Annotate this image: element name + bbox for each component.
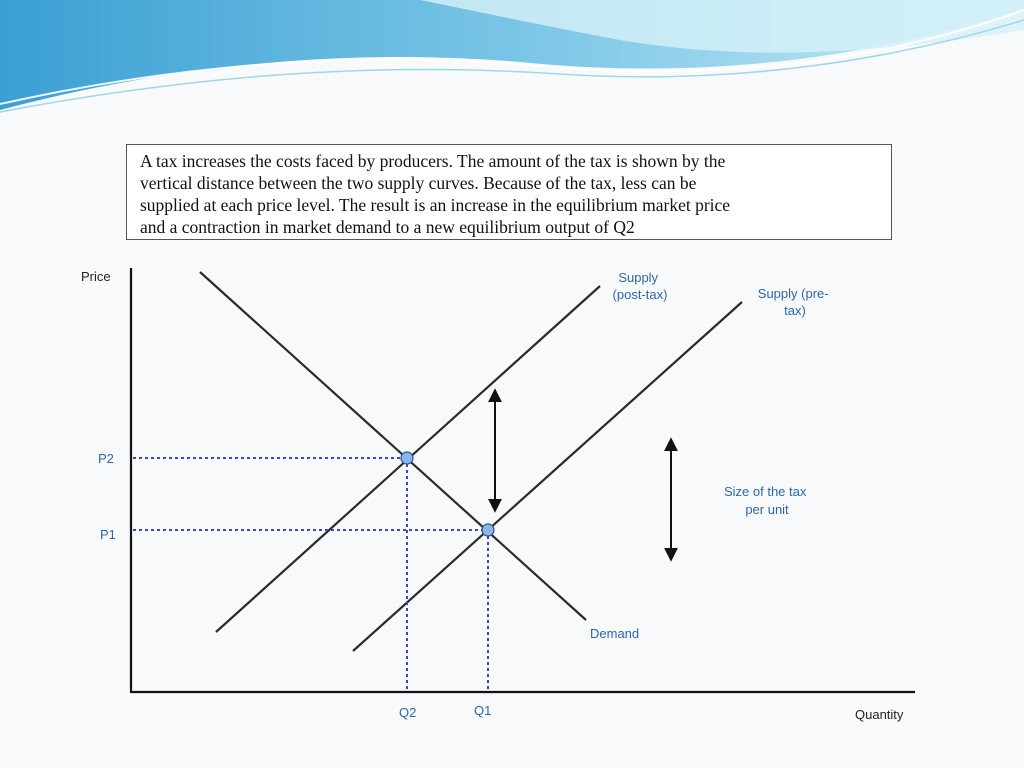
caption-line: vertical distance between the two supply curves. Because of the tax, less can be	[140, 173, 697, 193]
y-axis-label: Price	[81, 269, 111, 284]
supply-pre-tax-curve	[353, 302, 742, 651]
supply-pre-tax-label-line: Supply (pre-	[757, 286, 829, 301]
caption-line: supplied at each price level. The result is an increase in the equilibrium market price	[140, 195, 731, 215]
tax-size-label-line: per unit	[745, 502, 789, 517]
supply-post-tax-label	[613, 270, 668, 302]
supply-post-tax-label-line: Supply	[618, 270, 659, 285]
demand-label: Demand	[590, 626, 640, 641]
equilibrium-point-pre-tax	[482, 524, 494, 536]
quantity-label-q1: Q1	[474, 703, 492, 718]
caption-line: A tax increases the costs faced by producers. The amount of the tax is shown by the	[140, 151, 726, 171]
tax-size-label	[724, 484, 810, 517]
supply-post-tax-label-line: (post-tax)	[612, 287, 668, 302]
supply-pre-tax-label	[758, 286, 832, 318]
quantity-label-q2: Q2	[399, 705, 417, 720]
price-label-p1: P1	[100, 527, 116, 542]
x-axis-label: Quantity	[855, 707, 904, 722]
caption-line: and a contraction in market demand to a new equilibrium output of Q2	[140, 217, 635, 237]
supply-pre-tax-label-line: tax)	[784, 303, 806, 318]
demand-curve	[200, 272, 586, 620]
equilibrium-point-post-tax	[401, 452, 413, 464]
price-label-p2: P2	[98, 451, 114, 466]
tax-size-label-line: Size of the tax	[723, 484, 807, 499]
